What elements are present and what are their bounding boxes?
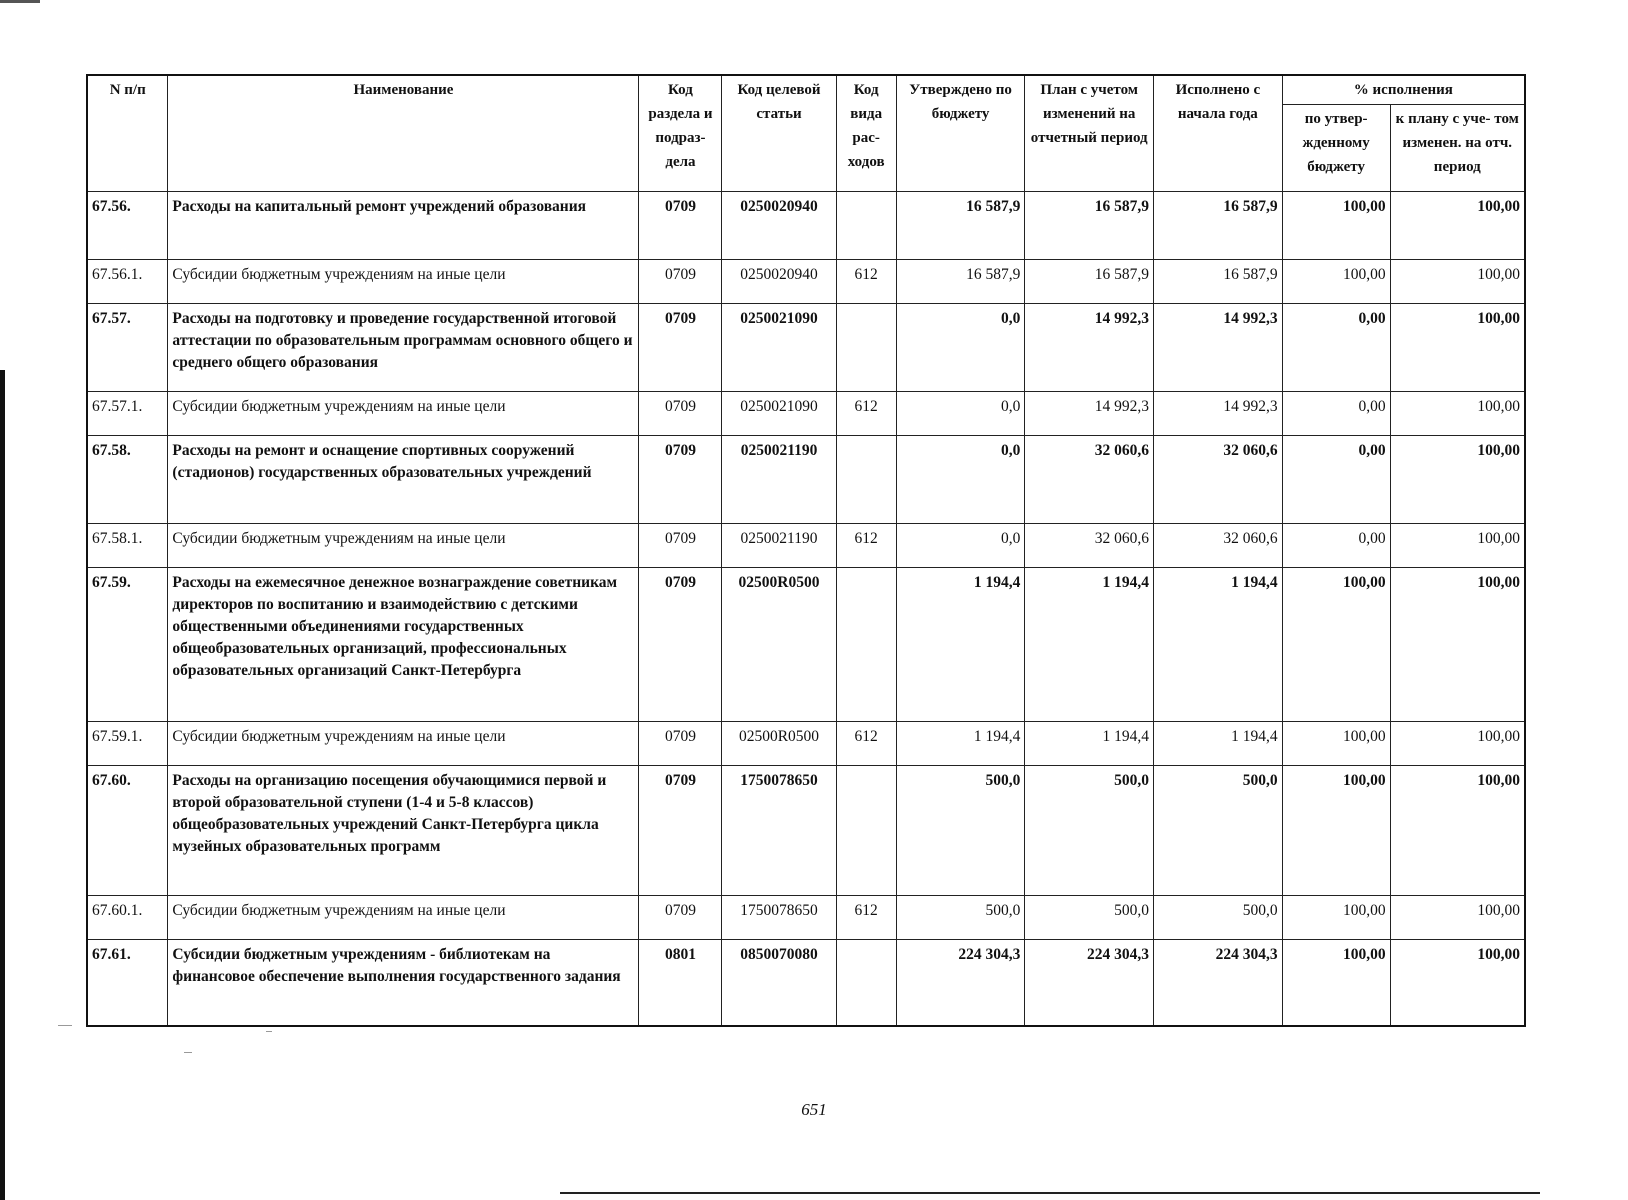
- table-row: [87, 940, 1525, 1026]
- cell-name: Субсидии бюджетным учреждениям на иные цели: [168, 524, 639, 568]
- cell-approved: 1 194,4: [896, 722, 1025, 766]
- cell-executed: 1 194,4: [1154, 722, 1283, 766]
- header-vid: Код вида рас- ходов: [836, 75, 896, 192]
- cell-executed: 14 992,3: [1154, 392, 1283, 436]
- scan-speck: [266, 1031, 272, 1032]
- cell-razdel: 0709: [639, 260, 722, 304]
- cell-name: Расходы на ежемесячное денежное вознаграждение советникам директоров по воспитанию и взаимодействию с детскими общественными объединениями государственных общеобразовательных организаций, профессиональных образовательных организаций Санкт-Петербурга: [168, 568, 639, 722]
- cell-plan: 14 992,3: [1025, 304, 1154, 392]
- cell-plan: 32 060,6: [1025, 524, 1154, 568]
- cell-pct-plan: 100,00: [1390, 192, 1525, 260]
- scan-speck: [58, 1025, 72, 1026]
- cell-pct-plan: 100,00: [1390, 392, 1525, 436]
- cell-plan: 1 194,4: [1025, 568, 1154, 722]
- cell-target: 1750078650: [722, 766, 836, 896]
- cell-pct-budget: 0,00: [1282, 436, 1390, 524]
- cell-executed: 14 992,3: [1154, 304, 1283, 392]
- cell-approved: 16 587,9: [896, 260, 1025, 304]
- table-row: [87, 392, 1525, 436]
- cell-pct-budget: 0,00: [1282, 392, 1390, 436]
- cell-n: 67.60.: [87, 766, 168, 896]
- cell-pct-budget: 0,00: [1282, 304, 1390, 392]
- footer-rule: [560, 1192, 1540, 1194]
- cell-pct-plan: 100,00: [1390, 436, 1525, 524]
- cell-plan: 16 587,9: [1025, 192, 1154, 260]
- table-row: [87, 896, 1525, 940]
- cell-razdel: 0709: [639, 766, 722, 896]
- cell-razdel: 0709: [639, 304, 722, 392]
- cell-vid: 612: [836, 524, 896, 568]
- cell-approved: 500,0: [896, 766, 1025, 896]
- cell-n: 67.59.: [87, 568, 168, 722]
- cell-pct-budget: 100,00: [1282, 568, 1390, 722]
- cell-target: 0850070080: [722, 940, 836, 1026]
- cell-pct-plan: 100,00: [1390, 766, 1525, 896]
- cell-target: 0250021090: [722, 304, 836, 392]
- header-pct-group: % исполнения: [1282, 75, 1525, 105]
- cell-vid: 612: [836, 260, 896, 304]
- cell-target: 02500R0500: [722, 722, 836, 766]
- cell-pct-budget: 100,00: [1282, 766, 1390, 896]
- cell-executed: 224 304,3: [1154, 940, 1283, 1026]
- cell-pct-budget: 100,00: [1282, 192, 1390, 260]
- header-approved: Утверждено по бюджету: [896, 75, 1025, 192]
- scan-edge-mark: [0, 0, 40, 3]
- cell-executed: 500,0: [1154, 896, 1283, 940]
- table-row: [87, 436, 1525, 524]
- cell-executed: 16 587,9: [1154, 192, 1283, 260]
- cell-executed: 500,0: [1154, 766, 1283, 896]
- cell-approved: 500,0: [896, 896, 1025, 940]
- cell-target: 0250020940: [722, 192, 836, 260]
- cell-name: Субсидии бюджетным учреждениям - библиотекам на финансовое обеспечение выполнения государственного задания: [168, 940, 639, 1026]
- cell-executed: 16 587,9: [1154, 260, 1283, 304]
- cell-pct-budget: 100,00: [1282, 722, 1390, 766]
- cell-executed: 1 194,4: [1154, 568, 1283, 722]
- cell-n: 67.58.1.: [87, 524, 168, 568]
- cell-n: 67.60.1.: [87, 896, 168, 940]
- cell-plan: 16 587,9: [1025, 260, 1154, 304]
- header-executed: Исполнено с начала года: [1154, 75, 1283, 192]
- cell-razdel: 0801: [639, 940, 722, 1026]
- cell-approved: 0,0: [896, 524, 1025, 568]
- cell-approved: 0,0: [896, 392, 1025, 436]
- cell-n: 67.56.1.: [87, 260, 168, 304]
- cell-razdel: 0709: [639, 896, 722, 940]
- table-row: [87, 722, 1525, 766]
- cell-target: 0250021090: [722, 392, 836, 436]
- cell-plan: 1 194,4: [1025, 722, 1154, 766]
- cell-razdel: 0709: [639, 436, 722, 524]
- cell-target: 02500R0500: [722, 568, 836, 722]
- cell-razdel: 0709: [639, 524, 722, 568]
- cell-vid: [836, 304, 896, 392]
- scan-edge-shadow: [0, 370, 5, 1200]
- page-number: 651: [801, 1100, 827, 1119]
- cell-razdel: 0709: [639, 722, 722, 766]
- cell-plan: 500,0: [1025, 896, 1154, 940]
- cell-name: Субсидии бюджетным учреждениям на иные цели: [168, 392, 639, 436]
- cell-approved: 0,0: [896, 436, 1025, 524]
- cell-pct-budget: 0,00: [1282, 524, 1390, 568]
- cell-vid: 612: [836, 722, 896, 766]
- cell-pct-plan: 100,00: [1390, 940, 1525, 1026]
- cell-pct-plan: 100,00: [1390, 568, 1525, 722]
- cell-vid: [836, 436, 896, 524]
- cell-pct-budget: 100,00: [1282, 260, 1390, 304]
- cell-vid: [836, 568, 896, 722]
- cell-vid: 612: [836, 392, 896, 436]
- header-plan: План с учетом изменений на отчетный период: [1025, 75, 1154, 192]
- cell-plan: 32 060,6: [1025, 436, 1154, 524]
- table-header: [87, 75, 1525, 192]
- cell-pct-plan: 100,00: [1390, 304, 1525, 392]
- cell-target: 0250020940: [722, 260, 836, 304]
- cell-plan: 500,0: [1025, 766, 1154, 896]
- cell-pct-plan: 100,00: [1390, 896, 1525, 940]
- cell-approved: 16 587,9: [896, 192, 1025, 260]
- cell-pct-plan: 100,00: [1390, 722, 1525, 766]
- cell-n: 67.61.: [87, 940, 168, 1026]
- cell-pct-plan: 100,00: [1390, 524, 1525, 568]
- cell-executed: 32 060,6: [1154, 524, 1283, 568]
- cell-pct-budget: 100,00: [1282, 940, 1390, 1026]
- cell-name: Расходы на подготовку и проведение государственной итоговой аттестации по образовательным программам основного общего и среднего общего образования: [168, 304, 639, 392]
- cell-razdel: 0709: [639, 568, 722, 722]
- cell-n: 67.57.: [87, 304, 168, 392]
- cell-vid: [836, 766, 896, 896]
- cell-executed: 32 060,6: [1154, 436, 1283, 524]
- cell-name: Субсидии бюджетным учреждениям на иные цели: [168, 722, 639, 766]
- cell-vid: [836, 192, 896, 260]
- cell-vid: [836, 940, 896, 1026]
- cell-plan: 224 304,3: [1025, 940, 1154, 1026]
- table-body: [87, 192, 1525, 1026]
- header-pct-plan: к плану с уче- том изменен. на отч. период: [1390, 105, 1525, 192]
- table-row: [87, 192, 1525, 260]
- header-n: N п/п: [87, 75, 168, 192]
- header-razdel: Код раздела и подраз- дела: [639, 75, 722, 192]
- scan-speck: [184, 1052, 192, 1053]
- cell-target: 0250021190: [722, 436, 836, 524]
- header-target: Код целевой статьи: [722, 75, 836, 192]
- table-row: [87, 304, 1525, 392]
- cell-pct-budget: 100,00: [1282, 896, 1390, 940]
- header-pct-budget: по утвер- жденному бюджету: [1282, 105, 1390, 192]
- budget-execution-table: [86, 74, 1526, 1027]
- cell-approved: 0,0: [896, 304, 1025, 392]
- cell-n: 67.57.1.: [87, 392, 168, 436]
- cell-plan: 14 992,3: [1025, 392, 1154, 436]
- cell-name: Расходы на капитальный ремонт учреждений образования: [168, 192, 639, 260]
- cell-name: Субсидии бюджетным учреждениям на иные цели: [168, 896, 639, 940]
- cell-razdel: 0709: [639, 192, 722, 260]
- cell-n: 67.58.: [87, 436, 168, 524]
- cell-target: 1750078650: [722, 896, 836, 940]
- cell-name: Расходы на ремонт и оснащение спортивных сооружений (стадионов) государственных образовательных учреждений: [168, 436, 639, 524]
- cell-n: 67.59.1.: [87, 722, 168, 766]
- table-row: [87, 524, 1525, 568]
- cell-pct-plan: 100,00: [1390, 260, 1525, 304]
- header-name: Наименование: [168, 75, 639, 192]
- cell-approved: 224 304,3: [896, 940, 1025, 1026]
- table-row: [87, 766, 1525, 896]
- cell-name: Субсидии бюджетным учреждениям на иные цели: [168, 260, 639, 304]
- cell-n: 67.56.: [87, 192, 168, 260]
- cell-name: Расходы на организацию посещения обучающимися первой и второй образовательной ступени (1-4 и 5-8 классов) общеобразовательных учреждений Санкт-Петербурга цикла музейных образовательных программ: [168, 766, 639, 896]
- table-row: [87, 260, 1525, 304]
- table-row: [87, 568, 1525, 722]
- cell-vid: 612: [836, 896, 896, 940]
- cell-razdel: 0709: [639, 392, 722, 436]
- cell-approved: 1 194,4: [896, 568, 1025, 722]
- cell-target: 0250021190: [722, 524, 836, 568]
